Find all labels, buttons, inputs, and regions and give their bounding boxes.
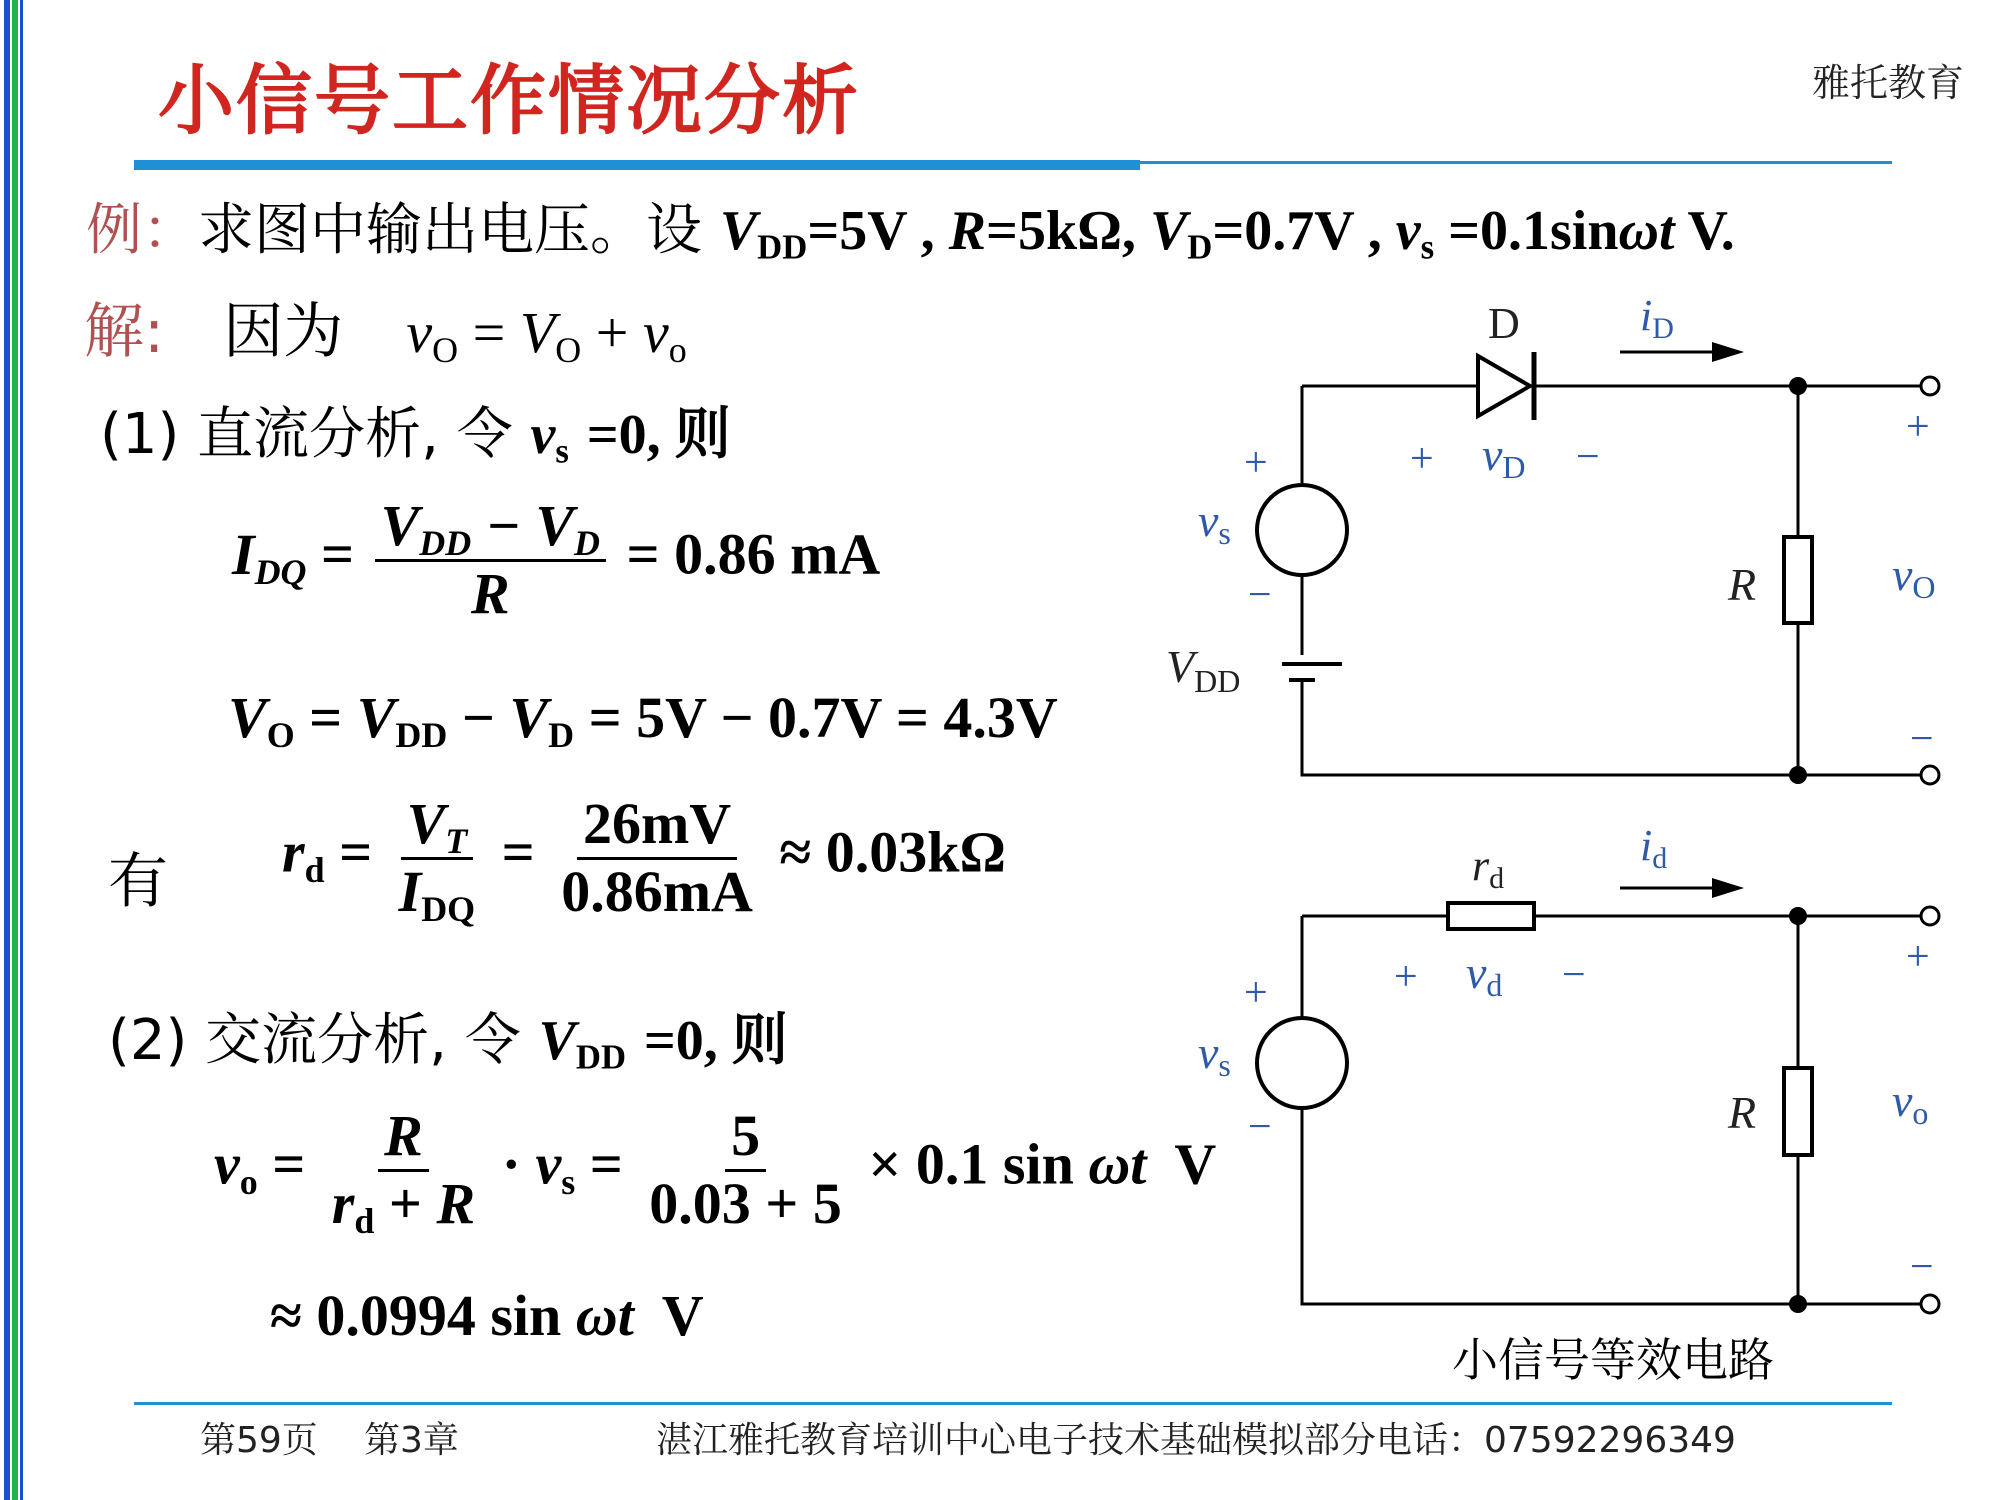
c1-vd-minus: − [1576,434,1600,480]
step2-suffix: =0, 则 [643,1010,788,1072]
c2-resistor-label: R [1728,1087,1757,1138]
eq-idq: $I_{DQ}$ = $\frac{V_{DD} - V_D}{R}$ = 0.86 mA [232,493,881,626]
c2-src-plus: + [1244,970,1268,1016]
problem-label: 例： [86,198,198,263]
eq-ac-result: ≈ 0.0994 sin ωt V [270,1283,704,1348]
because-label: 因为 [223,297,344,367]
c1-vd-label: vD [1482,429,1526,485]
c1-vd-plus: + [1410,436,1434,482]
c1-src-minus: − [1248,572,1272,618]
c2-out-label: vo [1892,1075,1929,1131]
brand-label: 雅托教育 [1812,61,1965,105]
slide-title: 小信号工作情况分析 [158,56,860,145]
c1-battery-label: $V_{DD}$ [1166,641,1241,699]
c2-rd-label: rd [1472,841,1505,895]
c2-vd-plus: + [1394,954,1418,1000]
eq-vo: $V_O = V_{DD} - V_D = 5V - 0.7V = 4.3V$ [228,685,1058,756]
c2-out-plus: + [1906,934,1930,980]
eq-rd: $r_d$ = $\frac{V_T}{I_{DQ}}$ = $\frac{26mV}{0.86mA}$ ≈ 0.03kΩ [282,791,1006,929]
c1-current-label: iD [1640,291,1674,345]
c2-src-minus: − [1248,1104,1272,1150]
c2-out-minus: − [1910,1244,1934,1290]
footer-info: 湛江雅托教育培训中心电子技术基础模拟部分电话：07592296349 [656,1420,1736,1461]
c2-source-label: vs [1198,1027,1231,1083]
footer-chapter: 第3章 [364,1420,459,1461]
step1-suffix: =0, 则 [586,404,731,466]
solution-label: 解: [84,297,165,367]
c2-vd-label: vd [1466,947,1503,1003]
decomposition-eq: $v_O = V_O + v_o$ [406,300,687,371]
c2-current-label: id [1640,821,1668,875]
c1-out-label: vO [1892,549,1936,605]
have-label: 有 [108,847,168,917]
step1-line: (1) 直流分析, 令 $v_s =0$, 则 [100,402,731,471]
problem-givens: $V_{DD}=5V$ , R=5kΩ, $V_D=0.7V$ , $v_s =0.1\sin\omega t$ V. [719,200,1735,267]
c1-source-label: vs [1198,495,1231,551]
c1-diode-label: D [1488,299,1520,348]
eq-ac: $v_o$ = $\frac{R}{r_d + R}$ · $v_s$ = $\frac{5}{0.03 + 5}$ × 0.1 sin ωt V [214,1103,1217,1241]
step1-title: (1) 直流分析, 令 [100,402,513,467]
step2-line: (2) 交流分析, 令 $V_{DD} =0$, 则 [108,1008,788,1077]
c1-out-minus: − [1910,716,1934,762]
footer-rule [134,1402,1892,1405]
problem-text: 求图中输出电压。设 [198,198,702,263]
c1-out-plus: + [1906,404,1930,450]
step2-title: (2) 交流分析, 令 [108,1008,521,1073]
circuit2-caption: 小信号等效电路 [1452,1333,1774,1387]
c1-resistor-label: R [1728,559,1757,610]
c2-vd-minus: − [1562,952,1586,998]
footer-page: 第59页 [200,1420,318,1461]
c1-src-plus: + [1244,440,1268,486]
